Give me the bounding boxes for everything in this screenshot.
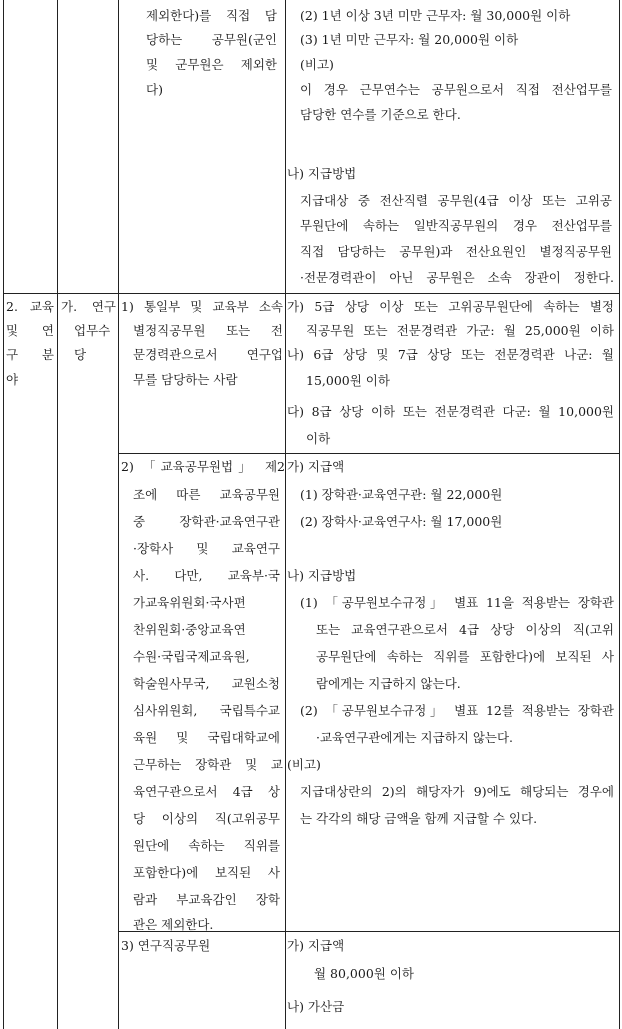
col-e-2-line: (1) 장학관·교육연구관: 월 22,000원 xyxy=(300,487,503,502)
col-e-1-line: 가) 5급 상당 이상 또는 고위공무원단에 속하는 별정 xyxy=(287,299,614,314)
col-b-line: 및 연 xyxy=(6,323,54,338)
col-d-2-line: 관은 제외한다. xyxy=(133,917,214,932)
rule-h-section xyxy=(3,293,620,294)
col-e-top-line: 직접 담당하는 공무원)과 전산요원인 별정직공무원 xyxy=(300,244,612,259)
col-e-top-line: (2) 1년 이상 3년 미만 근무자: 월 30,000원 이하 xyxy=(300,8,571,23)
col-e-3-line: 나) 가산금 xyxy=(287,999,345,1014)
col-e-2-line: 람에게는 지급하지 않는다. xyxy=(316,676,461,691)
col-b-line: 야 xyxy=(6,372,19,387)
col-e-2-line: (1) 「공무원보수규정」 별표 11을 적용받는 장학관 xyxy=(300,595,614,610)
col-d-2-line: 조에 따른 교육공무원 xyxy=(133,487,280,502)
col-d-top-line: 및 군무원은 제외한 xyxy=(146,57,277,72)
col-d-2-line: 심사위원회, 국립특수교 xyxy=(133,703,280,718)
col-d-1-line: 별정직공무원 또는 전 xyxy=(133,323,283,338)
col-e-2-line: 나) 지급방법 xyxy=(287,568,357,583)
col-e-2-line: 지급대상란의 2)의 해당자가 9)에도 해당되는 경우에 xyxy=(300,784,614,799)
col-b-line: 2. 교육 xyxy=(6,299,54,314)
col-c-line: 당 xyxy=(74,347,87,362)
col-d-top-line: 제외한다)를 직접 담 xyxy=(146,8,277,23)
col-d-2-line: 람과 부교육감인 장학 xyxy=(133,892,280,907)
col-e-1-line: 다) 8급 상당 이하 또는 전문경력관 다군: 월 10,000원 xyxy=(287,404,614,419)
col-e-2-line: (2) 「공무원보수규정」 별표 12를 적용받는 장학관 xyxy=(300,703,614,718)
col-d-2-line: 포함한다)에 보직된 사 xyxy=(133,865,280,880)
col-d-2-line: 육연구관으로서 4급 상 xyxy=(133,784,280,799)
col-e-3-line: 월 80,000원 이하 xyxy=(314,966,414,981)
col-d-2-line: 근무하는 장학관 및 교 xyxy=(133,757,283,772)
col-d-top-line: 다) xyxy=(146,82,163,97)
rule-v-left xyxy=(3,0,4,1029)
col-e-top-line: 담당한 연수를 기준으로 한다. xyxy=(300,107,461,122)
col-e-top-line: 지급대상 중 전산직렬 공무원(4급 이상 또는 고위공 xyxy=(300,193,612,208)
col-e-top-line: 무원단에 속하는 일반직공무원의 경우 전산업무를 xyxy=(300,218,612,233)
col-e-top-line: ·전문경력관이 아닌 공무원은 소속 장관이 정한다. xyxy=(300,270,614,285)
col-e-1-line: 나) 6급 상당 및 7급 상당 또는 전문경력관 나군: 월 xyxy=(287,347,614,362)
rule-v-right xyxy=(619,0,620,1029)
col-e-top-line: 이 경우 근무연수는 공무원으로서 직접 전산업무를 xyxy=(300,82,612,97)
col-e-2-line: 가) 지급액 xyxy=(287,459,345,474)
col-e-2-line: 또는 교육연구관으로서 4급 상당 이상의 직(고위 xyxy=(316,622,614,637)
col-b-line: 구 분 xyxy=(6,347,54,362)
col-d-2-line: 사. 다만, 교육부·국 xyxy=(133,568,280,583)
col-d-1-line: 1) 통일부 및 교육부 소속 xyxy=(121,299,283,314)
col-e-3-line: 가) 지급액 xyxy=(287,938,345,953)
col-e-top-line: 나) 지급방법 xyxy=(287,166,357,181)
col-d-2-line: 중 장학관·교육연구관 xyxy=(133,514,280,529)
col-e-2-line: (비고) xyxy=(287,757,321,772)
col-e-2-line: ·교육연구관에게는 지급하지 않는다. xyxy=(316,730,514,745)
col-d-2-line: 육원 및 국립대학교에 xyxy=(133,730,280,745)
col-d-2-line: 수원·국립국제교육원, xyxy=(133,649,250,664)
col-e-1-line: 15,000원 이하 xyxy=(306,373,390,388)
col-e-2-line: 공무원단에 속하는 직위를 포함한다)에 보직된 사 xyxy=(316,649,614,664)
rule-v-1 xyxy=(57,0,58,1029)
col-e-top-line: (비고) xyxy=(300,57,334,72)
col-e-1-line: 이하 xyxy=(306,431,331,446)
col-d-2-line: 원단에 속하는 직위를 xyxy=(133,838,280,853)
col-c-line: 가. 연구 xyxy=(61,299,116,314)
rule-v-3 xyxy=(285,0,286,1029)
col-e-1-line: 직공무원 또는 전문경력관 가군: 월 25,000원 이하 xyxy=(306,323,614,338)
rule-h-row2 xyxy=(118,453,620,454)
col-d-top-line: 당하는 공무원(군인 xyxy=(146,32,277,47)
col-e-2-line: 는 각각의 해당 금액을 함께 지급할 수 있다. xyxy=(300,811,538,826)
col-d-2-line: 학술원사무국, 교원소청 xyxy=(133,676,280,691)
col-e-2-line: (2) 장학사·교육연구사: 월 17,000원 xyxy=(300,514,503,529)
col-d-2-line: 찬위원회·중앙교육연 xyxy=(133,622,246,637)
col-d-2-line: 가교육위원회·국사편 xyxy=(133,595,246,610)
col-d-1-line: 문경력관으로서 연구업 xyxy=(133,347,283,362)
col-d-2-line: 당 이상의 직(고위공무 xyxy=(133,811,280,826)
rule-v-2 xyxy=(118,0,119,1029)
col-e-top-line: (3) 1년 미만 근무자: 월 20,000원 이하 xyxy=(300,32,519,47)
col-d-3-line: 3) 연구직공무원 xyxy=(121,938,211,953)
col-c-line: 업무수 xyxy=(74,323,111,338)
col-d-2-line: 2) 「교육공무원법」 제2 xyxy=(121,459,285,474)
col-d-2-line: ·장학사 및 교육연구 xyxy=(133,541,280,556)
col-d-1-line: 무를 담당하는 사람 xyxy=(133,372,238,387)
